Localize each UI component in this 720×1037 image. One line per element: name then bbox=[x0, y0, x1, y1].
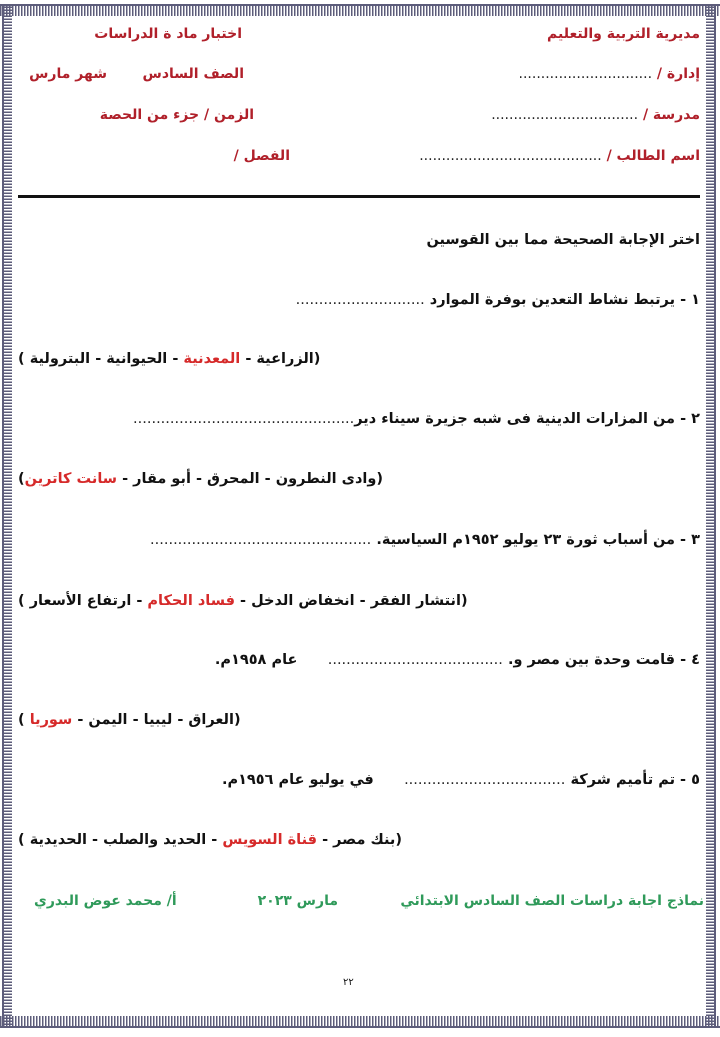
student-name-label: اسم الطالب / bbox=[606, 148, 700, 164]
options-open-paren: ( bbox=[460, 593, 468, 609]
options-open-paren: ( bbox=[313, 351, 321, 367]
question-4-options: (العراق - ليبيا - اليمن - سوريا ) bbox=[18, 712, 241, 728]
footer-author: أ/ محمد عوض البدري bbox=[34, 893, 177, 909]
question-3-options: (انتشار الفقر - انخفاض الدخل - فساد الحكام - ارتفاع الأسعار ) bbox=[18, 593, 468, 609]
school-label: مدرسة / bbox=[642, 107, 700, 123]
option: الحديدية bbox=[29, 832, 87, 848]
option: اليمن bbox=[88, 712, 128, 728]
options-close-paren: ) bbox=[18, 593, 30, 609]
header-divider bbox=[18, 195, 700, 198]
option: البترولية bbox=[29, 351, 91, 367]
question-1-text: ١ - يرتبط نشاط التعدين بوفرة الموارد bbox=[424, 292, 700, 308]
decorative-border-left bbox=[2, 4, 12, 1028]
student-name-blank: ......................................... bbox=[419, 148, 602, 164]
question-5 bbox=[222, 772, 700, 788]
class-label: الفصل / bbox=[233, 148, 290, 164]
options-open-paren: ( bbox=[376, 471, 384, 487]
option: الحيوانية bbox=[106, 351, 168, 367]
exam-title: اختبار ماد ة الدراسات bbox=[94, 26, 242, 42]
option: وادى النطرون bbox=[275, 471, 377, 487]
footer-date: مارس ٢٠٢٣ bbox=[257, 893, 338, 909]
time-label: الزمن / جزء من الحصة bbox=[99, 107, 254, 123]
option: ارتفاع الأسعار bbox=[29, 593, 132, 609]
options-open-paren: ( bbox=[395, 832, 402, 848]
correct-option: المعدنية bbox=[183, 351, 241, 367]
options-close-paren: ) bbox=[18, 832, 30, 848]
school-field bbox=[491, 107, 700, 123]
school-blank: ................................. bbox=[491, 107, 639, 123]
option: انخفاض الدخل bbox=[251, 593, 355, 609]
option: انتشار الفقر bbox=[370, 593, 461, 609]
question-2-blank: ................................................ bbox=[133, 411, 355, 427]
decorative-border-top bbox=[0, 4, 720, 16]
question-4-blank: ...................................... bbox=[327, 652, 503, 668]
question-3-text: ٣ - من أسباب ثورة ٢٣ يوليو ١٩٥٢م السياسية. bbox=[371, 532, 700, 548]
question-5-blank: ................................... bbox=[404, 772, 566, 788]
option: العراق bbox=[188, 712, 234, 728]
correct-option: فساد الحكام bbox=[147, 593, 235, 609]
question-2-text: ٢ - من المزارات الدينية فى شبه جزيرة سيناء دير bbox=[354, 411, 700, 427]
correct-option: سوريا bbox=[29, 712, 73, 728]
correct-option: قناة السويس bbox=[222, 832, 318, 848]
decorative-border-bottom bbox=[0, 1016, 720, 1028]
options-close-paren: ) bbox=[18, 351, 30, 367]
month-label: شهر مارس bbox=[29, 66, 107, 82]
options-open-paren: ( bbox=[233, 712, 241, 728]
correct-option: سانت كاترين bbox=[24, 471, 118, 487]
question-3 bbox=[150, 532, 700, 548]
question-4 bbox=[215, 652, 700, 668]
student-name-field bbox=[419, 148, 700, 164]
administration-blank: .............................. bbox=[518, 66, 653, 82]
question-2-options: (وادى النطرون - المحرق - أبو مقار - سانت كاترين) bbox=[18, 471, 384, 487]
grade-label: الصف السادس bbox=[142, 66, 244, 82]
question-4-text: ٤ - قامت وحدة بين مصر و. bbox=[502, 652, 700, 668]
option: بنك مصر bbox=[333, 832, 396, 848]
instructions: اختر الإجابة الصحيحة مما بين القوسين bbox=[426, 232, 700, 248]
question-3-blank: ................................................ bbox=[150, 532, 372, 548]
option: الزراعية bbox=[256, 351, 314, 367]
option: الحديد والصلب bbox=[103, 832, 207, 848]
question-5-suffix: في يوليو عام ١٩٥٦م. bbox=[221, 772, 374, 788]
options-close-paren: ) bbox=[18, 471, 25, 487]
question-2 bbox=[133, 411, 700, 427]
question-1-options: (الزراعية - المعدنية - الحيوانية - البترولية ) bbox=[18, 351, 321, 367]
decorative-border-right bbox=[706, 4, 716, 1028]
administration-label: إدارة / bbox=[656, 66, 700, 82]
administration-field bbox=[519, 66, 700, 82]
directorate-label: مديرية التربية والتعليم bbox=[547, 26, 700, 42]
options-close-paren: ) bbox=[18, 712, 30, 728]
question-1-blank: ............................ bbox=[295, 292, 425, 308]
question-1 bbox=[296, 292, 700, 308]
question-4-suffix: عام ١٩٥٨م. bbox=[214, 652, 298, 668]
option: ليبيا bbox=[143, 712, 173, 728]
option: المحرق bbox=[207, 471, 260, 487]
question-5-text: ٥ - تم تأميم شركة bbox=[565, 772, 700, 788]
option: أبو مقار bbox=[133, 471, 191, 487]
footer-model-answers: نماذج اجابة دراسات الصف السادس الابتدائي bbox=[400, 893, 704, 909]
page-number: ٢٢ bbox=[343, 977, 354, 988]
question-5-options: (بنك مصر - قناة السويس - الحديد والصلب - الحديدية ) bbox=[18, 832, 402, 848]
